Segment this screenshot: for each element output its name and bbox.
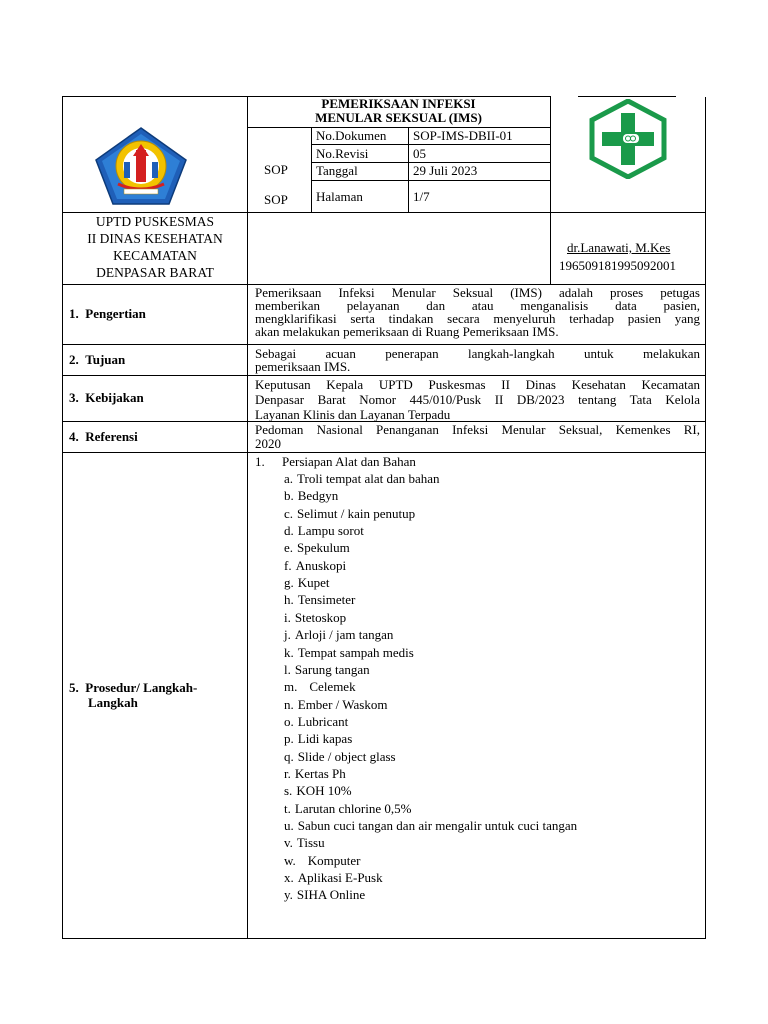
equipment-item-letter: y. [284, 887, 293, 902]
section-3-content: Keputusan Kepala UPTD Puskesmas II Dinas Kesehatan Kecamatan Denpasar Barat Nomor 445/010/Pusk II DB/2023 tentang Tata Kelola Layanan Klinis dan Layanan Terpadu [255, 377, 700, 422]
equipment-list-item [284, 835, 325, 850]
equipment-list-item [284, 488, 338, 503]
equipment-item-letter: a. [284, 471, 294, 486]
field-value-date: 29 Juli 2023 [413, 163, 478, 178]
equipment-item-text: Spekulum [297, 540, 350, 555]
equipment-list-item [284, 506, 415, 521]
equipment-item-text: Slide / object glass [297, 749, 396, 764]
equipment-item-text: Sarung tangan [294, 662, 370, 677]
signer-name: dr.Lanawati, M.Kes [567, 240, 671, 255]
equipment-item-letter: o. [284, 714, 294, 729]
equipment-list-item [284, 853, 361, 868]
equipment-list-item [284, 662, 370, 677]
equipment-item-text: Lidi kapas [297, 731, 353, 746]
field-value-page: 1/7 [413, 189, 430, 204]
equipment-list-item [284, 783, 352, 798]
org-name-line-3: KECAMATAN [113, 248, 197, 263]
equipment-list-item [284, 870, 383, 885]
equipment-item-letter: n. [284, 697, 294, 712]
sop-label: SOP [264, 162, 288, 177]
equipment-item-text: Ember / Waskom [297, 697, 388, 712]
equipment-list-item [284, 766, 346, 781]
equipment-item-letter: c. [284, 506, 294, 521]
equipment-item-text: Kertas Ph [294, 766, 346, 781]
equipment-item-letter: t. [284, 801, 291, 816]
equipment-list-item [284, 610, 346, 625]
equipment-list-item [284, 714, 348, 729]
equipment-item-letter: h. [284, 592, 294, 607]
equipment-item-text: Aplikasi E-Pusk [297, 870, 383, 885]
org-name-line-4: DENPASAR BARAT [96, 265, 214, 280]
equipment-list-item [284, 592, 355, 607]
section-4-content: Pedoman Nasional Penanganan Infeksi Menular Seksual, Kemenkes RI, 2020 [255, 422, 700, 451]
equipment-item-letter: d. [284, 523, 294, 538]
procedure-step-1: 1. [255, 454, 265, 469]
equipment-item-letter: i. [284, 610, 291, 625]
equipment-item-text: Stetoskop [294, 610, 347, 625]
section-1-content: Pemeriksaan Infeksi Menular Seksual (IMS) adalah proses petugas memberikan pelayanan dan atau menganalisis data pasien, mengklarifikasi serta tindakan secara menyeluruh terhadap pasien yang akan melakukan pemeriksaan di Ruang Pemeriksaan IMS. [255, 285, 700, 339]
equipment-list-item [284, 731, 352, 746]
equipment-item-text: Bedgyn [297, 488, 339, 503]
field-label-page: Halaman [316, 189, 363, 204]
equipment-list-item [284, 887, 365, 902]
equipment-item-letter: v. [284, 835, 293, 850]
equipment-item-text: Lubricant [297, 714, 349, 729]
procedure-step-1-title: Persiapan Alat dan Bahan [282, 454, 416, 469]
field-label-doc-number: No.Dokumen [316, 128, 387, 143]
equipment-item-letter: u. [284, 818, 294, 833]
equipment-item-text: Selimut / kain penutup [297, 506, 416, 521]
equipment-item-text: Larutan chlorine 0,5% [294, 801, 412, 816]
equipment-list-item [284, 818, 577, 833]
equipment-item-letter: g. [284, 575, 294, 590]
equipment-item-text: Arloji / jam tangan [294, 627, 394, 642]
equipment-item-letter: r. [284, 766, 291, 781]
puskesmas-logo [588, 99, 668, 179]
field-value-revision: 05 [413, 146, 426, 161]
equipment-item-text: Lampu sorot [297, 523, 364, 538]
equipment-list-item [284, 627, 393, 642]
equipment-item-text: Troli tempat alat dan bahan [297, 471, 440, 486]
sop-label-secondary: SOP [264, 192, 288, 207]
document-title-line-1: PEMERIKSAAN INFEKSI [321, 96, 476, 111]
province-emblem-logo [94, 126, 188, 206]
section-5-label-continued: Langkah [88, 695, 138, 710]
equipment-item-letter: l. [284, 662, 291, 677]
equipment-item-text: Kupet [297, 575, 330, 590]
equipment-list-item [284, 540, 350, 555]
equipment-list-item [284, 679, 356, 694]
equipment-item-text: Sabun cuci tangan dan air mengalir untuk cuci tangan [297, 818, 578, 833]
equipment-item-text: Tensimeter [297, 592, 356, 607]
equipment-list-item [284, 801, 411, 816]
equipment-item-letter: x. [284, 870, 294, 885]
equipment-item-text: KOH 10% [296, 783, 352, 798]
section-1-label: 1. Pengertian [69, 306, 146, 321]
equipment-item-letter: k. [284, 645, 294, 660]
equipment-item-letter: e. [284, 540, 294, 555]
section-2-content: Sebagai acuan penerapan langkah-langkah untuk melakukan pemeriksaan IMS. [255, 346, 700, 374]
equipment-item-letter: s. [284, 783, 293, 798]
document-title-line-2: MENULAR SEKSUAL (IMS) [315, 110, 482, 125]
equipment-list-item [284, 558, 346, 573]
org-name-line-2: II DINAS KESEHATAN [87, 231, 223, 246]
equipment-item-letter: q. [284, 749, 294, 764]
signer-id: 196509181995092001 [559, 258, 676, 273]
section-5-label: 5. Prosedur/ Langkah- [69, 680, 198, 695]
equipment-item-letter: f. [284, 558, 292, 573]
org-name-line-1: UPTD PUSKESMAS [95, 214, 215, 229]
section-4-label: 4. Referensi [69, 429, 138, 444]
equipment-list-item [284, 471, 440, 486]
equipment-item-text: Tempat sampah medis [297, 645, 414, 660]
field-value-doc-number: SOP-IMS-DBII-01 [413, 128, 513, 143]
equipment-list-item [284, 575, 330, 590]
section-3-label: 3. Kebijakan [69, 390, 144, 405]
equipment-item-letter: p. [284, 731, 294, 746]
equipment-list-item [284, 749, 396, 764]
field-label-date: Tanggal [316, 163, 358, 178]
equipment-item-letter: b. [284, 488, 294, 503]
equipment-item-letter: m. [284, 679, 298, 694]
equipment-item-text: Tissu [296, 835, 325, 850]
equipment-item-text: SIHA Online [296, 887, 366, 902]
field-label-revision: No.Revisi [316, 146, 369, 161]
equipment-item-letter: j. [284, 627, 291, 642]
equipment-item-letter: w. [284, 853, 296, 868]
equipment-item-text: Celemek [309, 679, 356, 694]
section-2-label: 2. Tujuan [69, 352, 126, 367]
equipment-list-item [284, 697, 387, 712]
equipment-item-text: Komputer [307, 853, 361, 868]
equipment-list-item [284, 523, 364, 538]
equipment-list-item [284, 645, 414, 660]
equipment-item-text: Anuskopi [295, 558, 347, 573]
